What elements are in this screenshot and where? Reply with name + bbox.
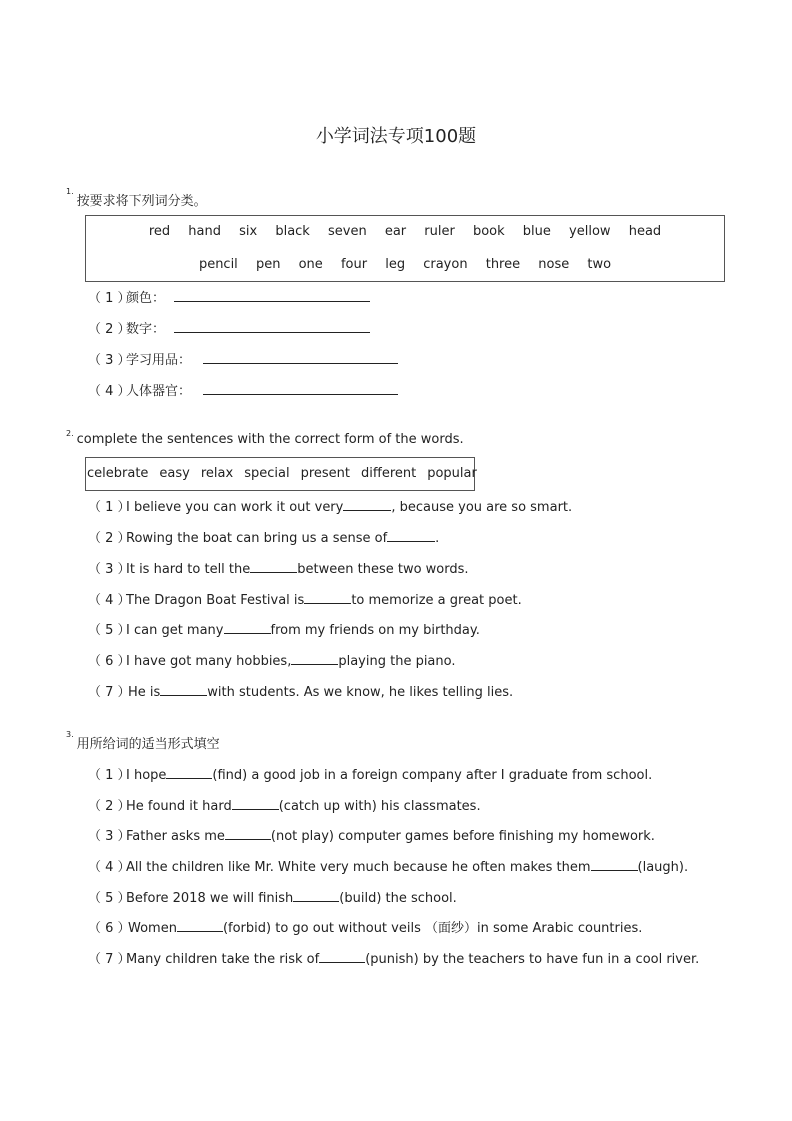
- item-number: （ 3 ）: [88, 562, 131, 577]
- word: pencil: [198, 257, 238, 272]
- word: seven: [327, 224, 367, 239]
- answer-blank[interactable]: [160, 683, 207, 696]
- sentence-start: Women: [128, 921, 177, 936]
- sentence-start: I can get many: [126, 623, 224, 638]
- answer-blank[interactable]: [387, 529, 435, 542]
- item-number: （ 1 ）: [88, 768, 131, 783]
- q2-item-5: [88, 619, 480, 638]
- word-bank-box: [85, 215, 725, 282]
- word: pen: [255, 257, 281, 272]
- answer-blank[interactable]: [591, 858, 638, 871]
- answer-blank[interactable]: [177, 919, 223, 932]
- word: red: [148, 224, 171, 239]
- word-bank-row-1: [86, 224, 724, 239]
- q1-item-1: [88, 287, 165, 306]
- item-number: （ 2 ）: [88, 322, 131, 337]
- sentence-end: , because you are so smart.: [391, 500, 573, 515]
- q2-item-3: [88, 558, 469, 577]
- q2-item-4: [88, 589, 522, 608]
- q3-item-4: [88, 856, 688, 875]
- item-number: （ 5 ）: [88, 623, 131, 638]
- item-label: 颜色：: [126, 291, 166, 306]
- word: special: [244, 466, 290, 481]
- sentence-start: Rowing the boat can bring us a sense of: [126, 531, 388, 546]
- question-prompt: complete the sentences with the correct form of the words.: [76, 432, 464, 447]
- answer-line[interactable]: [203, 363, 398, 364]
- word: celebrate: [87, 466, 149, 481]
- sentence-start: I hope: [126, 768, 167, 783]
- item-label: 数字：: [126, 322, 166, 337]
- word: blue: [522, 224, 551, 239]
- answer-blank[interactable]: [232, 797, 279, 810]
- word: easy: [159, 466, 190, 481]
- answer-line[interactable]: [174, 332, 370, 333]
- word: black: [275, 224, 310, 239]
- sentence-end: (find) a good job in a foreign company after I graduate from school.: [212, 768, 653, 783]
- sentence-end: between these two words.: [297, 562, 469, 577]
- word: six: [239, 224, 258, 239]
- question-prompt: 用所给词的适当形式填空: [76, 737, 220, 752]
- sentence-start: It is hard to tell the: [126, 562, 251, 577]
- answer-blank[interactable]: [166, 766, 212, 779]
- question-3-heading: [66, 730, 220, 752]
- item-label: 人体器官：: [126, 384, 192, 399]
- item-number: （ 7 ）: [88, 685, 131, 700]
- sentence-start: All the children like Mr. White very much because he often makes them: [126, 860, 591, 875]
- answer-blank[interactable]: [304, 591, 351, 604]
- question-2-heading: [66, 429, 464, 447]
- sentence-end: (not play) computer games before finishing my homework.: [270, 829, 655, 844]
- item-number: （ 1 ）: [88, 291, 131, 306]
- word: three: [485, 257, 521, 272]
- answer-line[interactable]: [174, 301, 370, 302]
- sentence-start: The Dragon Boat Festival is: [126, 593, 305, 608]
- sentence-start: Father asks me: [126, 829, 225, 844]
- item-number: （ 5 ）: [88, 891, 131, 906]
- sentence-end: playing the piano.: [338, 654, 456, 669]
- item-number: （ 6 ）: [88, 654, 131, 669]
- q3-item-2: [88, 795, 481, 814]
- word: nose: [538, 257, 570, 272]
- sentence-end: (forbid) to go out without veils （面纱）in some Arabic countries.: [222, 921, 643, 936]
- sentence-end: to memorize a great poet.: [351, 593, 522, 608]
- word: four: [340, 257, 368, 272]
- answer-blank[interactable]: [224, 621, 271, 634]
- q1-item-4: [88, 380, 191, 399]
- word: head: [628, 224, 662, 239]
- answer-line[interactable]: [203, 394, 398, 395]
- q3-item-3: [88, 825, 655, 844]
- q3-item-5: [88, 887, 457, 906]
- sentence-end: (punish) by the teachers to have fun in a cool river.: [365, 952, 700, 967]
- q2-item-6: [88, 650, 456, 669]
- question-number: 3.: [66, 730, 74, 739]
- sentence-end: (catch up with) his classmates.: [278, 799, 481, 814]
- sentence-start: I believe you can work it out very: [126, 500, 344, 515]
- sentence-end: (build) the school.: [339, 891, 457, 906]
- sentence-start: He found it hard: [126, 799, 232, 814]
- q2-item-2: [88, 527, 439, 546]
- q1-item-2: [88, 318, 165, 337]
- word: one: [298, 257, 323, 272]
- item-number: （ 3 ）: [88, 829, 131, 844]
- sentence-end: with students. As we know, he likes telling lies.: [207, 685, 514, 700]
- answer-blank[interactable]: [225, 827, 271, 840]
- question-1-heading: [66, 187, 207, 209]
- word: leg: [385, 257, 406, 272]
- question-prompt: 按要求将下列词分类。: [76, 194, 207, 209]
- word: ear: [384, 224, 407, 239]
- q2-item-7: [88, 681, 513, 700]
- item-number: （ 2 ）: [88, 799, 131, 814]
- answer-blank[interactable]: [343, 498, 391, 511]
- item-number: （ 7 ）: [88, 952, 131, 967]
- sentence-end: from my friends on my birthday.: [270, 623, 480, 638]
- q3-item-6: [88, 917, 642, 936]
- item-number: （ 4 ）: [88, 384, 131, 399]
- q3-item-7: [88, 948, 699, 967]
- sentence-end: (laugh).: [637, 860, 689, 875]
- item-number: （ 6 ）: [88, 921, 131, 936]
- word: ruler: [424, 224, 455, 239]
- sentence-start: Before 2018 we will finish: [126, 891, 294, 906]
- answer-blank[interactable]: [291, 652, 338, 665]
- question-number: 2.: [66, 429, 74, 438]
- answer-blank[interactable]: [293, 889, 339, 902]
- word: two: [587, 257, 612, 272]
- item-label: 学习用品：: [126, 353, 192, 368]
- sentence-start: Many children take the risk of: [126, 952, 320, 967]
- word: present: [300, 466, 350, 481]
- item-number: （ 3 ）: [88, 353, 131, 368]
- word: book: [472, 224, 505, 239]
- q3-item-1: [88, 764, 652, 783]
- item-number: （ 4 ）: [88, 860, 131, 875]
- q1-item-3: [88, 349, 191, 368]
- sentence-end: .: [435, 531, 440, 546]
- item-number: （ 1 ）: [88, 500, 131, 515]
- word: popular: [427, 466, 477, 481]
- word: hand: [188, 224, 221, 239]
- question-number: 1.: [66, 187, 74, 196]
- word-bank-row-2: [86, 257, 724, 272]
- word-bank-box-2: [85, 457, 475, 491]
- sentence-start: He is: [128, 685, 161, 700]
- item-number: （ 4 ）: [88, 593, 131, 608]
- sentence-start: I have got many hobbies,: [126, 654, 292, 669]
- answer-blank[interactable]: [250, 560, 297, 573]
- word: relax: [200, 466, 234, 481]
- item-number: （ 2 ）: [88, 531, 131, 546]
- word: crayon: [423, 257, 468, 272]
- q2-item-1: [88, 496, 572, 515]
- word: yellow: [569, 224, 611, 239]
- word: different: [361, 466, 417, 481]
- page-title: 小学词法专项100题: [315, 126, 477, 147]
- answer-blank[interactable]: [319, 950, 365, 963]
